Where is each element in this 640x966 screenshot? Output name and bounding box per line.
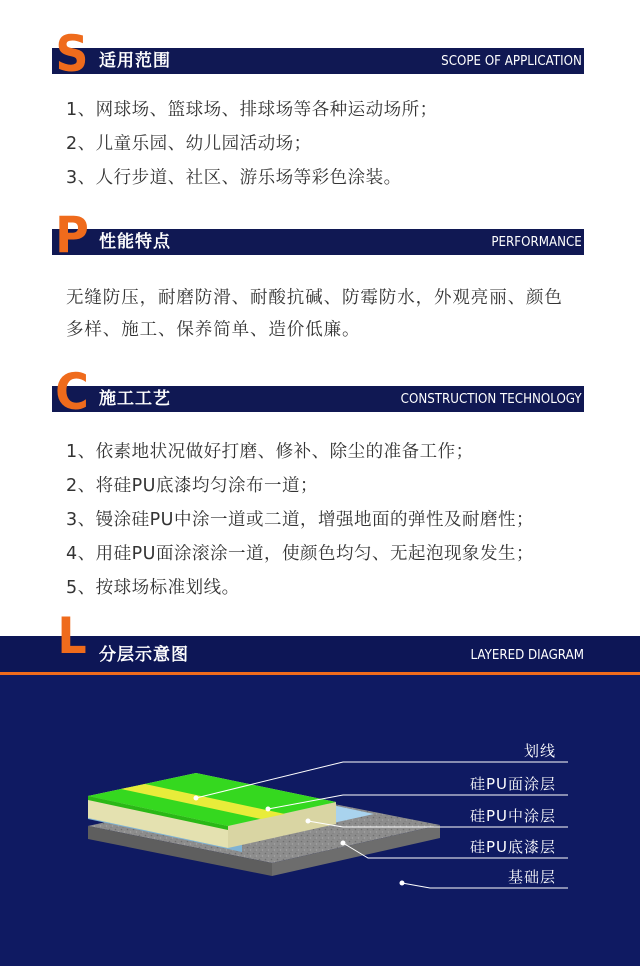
list-item: 3、镘涂硅PU中涂一道或二道，增强地面的弹性及耐磨性； bbox=[66, 510, 534, 530]
section-header-performance bbox=[52, 206, 584, 264]
list-item: 2、将硅PU底漆均匀涂布一道； bbox=[66, 476, 318, 496]
leader-dot bbox=[306, 819, 311, 824]
section-header-scope bbox=[52, 25, 584, 83]
leader-dot bbox=[194, 796, 199, 801]
scope-list bbox=[66, 93, 596, 195]
section-header-construction bbox=[52, 363, 584, 421]
label-primer: 硅PU底漆层 bbox=[469, 838, 556, 856]
list-item: 5、按球场标准划线。 bbox=[66, 578, 240, 598]
list-item: 3、人行步道、社区、游乐场等彩色涂装。 bbox=[66, 168, 402, 188]
leader-dot bbox=[341, 841, 346, 846]
layer-diagram bbox=[0, 636, 640, 966]
paragraph-line: 无缝防压，耐磨防滑、耐酸抗碱、防霉防水，外观亮丽、颜色 bbox=[66, 288, 563, 308]
section-title-layered: 分层示意图 bbox=[99, 645, 189, 665]
label-top-coat: 硅PU面涂层 bbox=[469, 775, 556, 793]
performance-text bbox=[66, 282, 596, 346]
list-item: 4、用硅PU面涂滚涂一道，使颜色均匀、无起泡现象发生； bbox=[66, 544, 534, 564]
leader-dot bbox=[266, 807, 271, 812]
label-base: 基础层 bbox=[507, 868, 556, 886]
construction-list bbox=[66, 435, 596, 605]
list-item: 1、网球场、篮球场、排球场等各种运动场所； bbox=[66, 100, 438, 120]
section-title-scope: 适用范围 bbox=[99, 51, 171, 71]
section-title-en-performance: PERFORMANCE bbox=[491, 234, 582, 250]
section-title-en-layered: LAYERED DIAGRAM bbox=[470, 647, 584, 663]
label-middle-coat: 硅PU中涂层 bbox=[469, 807, 556, 825]
section-title-construction: 施工工艺 bbox=[99, 389, 171, 409]
section-letter-p: P bbox=[55, 206, 89, 264]
leader-dot bbox=[400, 881, 405, 886]
paragraph-line: 多样、施工、保养简单、造价低廉。 bbox=[66, 320, 361, 340]
list-item: 1、依素地状况做好打磨、修补、除尘的准备工作； bbox=[66, 442, 474, 462]
section-letter-s: S bbox=[55, 25, 89, 83]
section-title-en-construction: CONSTRUCTION TECHNOLOGY bbox=[400, 391, 582, 407]
list-item: 2、儿童乐园、幼儿园活动场； bbox=[66, 134, 312, 154]
section-title-en-scope: SCOPE OF APPLICATION bbox=[441, 53, 582, 69]
section-letter-l: L bbox=[57, 607, 87, 665]
label-line-marking: 划线 bbox=[523, 742, 556, 760]
section-title-performance: 性能特点 bbox=[99, 232, 171, 252]
section-letter-c: C bbox=[55, 363, 89, 421]
